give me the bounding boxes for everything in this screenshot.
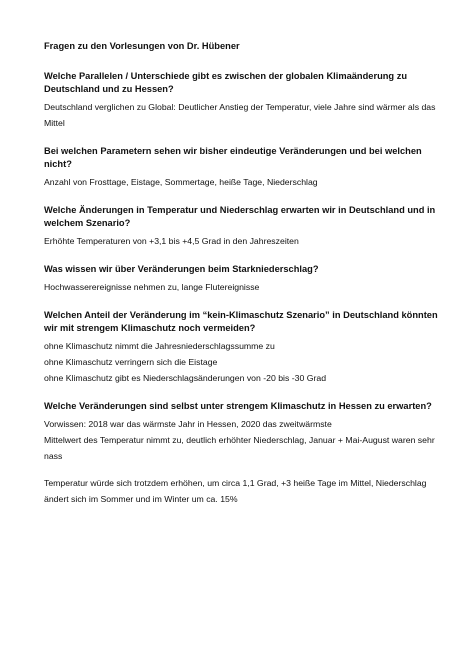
qa-section-2	[44, 145, 444, 190]
question-3: Welche Änderungen in Temperatur und Niederschlag erwarten wir in Deutschland und in welchem Szenario?	[44, 205, 436, 228]
answer-2-line-1: Anzahl von Frosttage, Eistage, Sommertage, heiße Tage, Niederschlag	[44, 177, 318, 187]
document-title: Fragen zu den Vorlesungen von Dr. Hübener	[44, 41, 240, 51]
answer-4-line-1: Hochwasserereignisse nehmen zu, lange Flutereignisse	[44, 282, 260, 292]
qa-section-4	[44, 263, 444, 295]
question-1: Welche Parallelen / Unterschiede gibt es zwischen der globalen Klimaänderung zu Deutschland und zu Hessen?	[44, 71, 408, 94]
document-content	[44, 40, 444, 521]
answer-3-line-1: Erhöhte Temperaturen von +3,1 bis +4,5 Grad in den Jahreszeiten	[44, 236, 299, 246]
answer-6-line-1: Vorwissen: 2018 war das wärmste Jahr in Hessen, 2020 das zweitwärmste	[44, 419, 332, 429]
answer-6-extra-paragraph: Temperatur würde sich trotzdem erhöhen, um circa 1,1 Grad, +3 heiße Tage im Mittel, Niederschlag ändert sich im Sommer und im Winter um ca. 15%	[44, 478, 427, 504]
answer-5-line-3: ohne Klimaschutz gibt es Niederschlagsänderungen von -20 bis -30 Grad	[44, 373, 327, 383]
answer-6-line-2: Mittelwert des Temperatur nimmt zu, deutlich erhöhter Niederschlag, Januar + Mai-August waren sehr nass	[44, 435, 435, 461]
answer-5-line-2: ohne Klimaschutz verringern sich die Eistage	[44, 357, 218, 367]
question-6: Welche Veränderungen sind selbst unter strengem Klimaschutz in Hessen zu erwarten?	[44, 401, 432, 411]
paragraph-spacer	[44, 464, 444, 475]
qa-section-1	[44, 70, 444, 131]
qa-section-3	[44, 204, 444, 249]
question-5: Welchen Anteil der Veränderung im “kein-Klimaschutz Szenario” in Deutschland könnten wir mit strengem Klimaschutz noch vermeiden?	[44, 310, 438, 333]
qa-section-6	[44, 400, 444, 507]
answer-1-line-1: Deutschland verglichen zu Global: Deutlicher Anstieg der Temperatur, viele Jahre sind wärmer als das Mittel	[44, 102, 436, 128]
question-4: Was wissen wir über Veränderungen beim Starkniederschlag?	[44, 264, 319, 274]
answer-5-line-1: ohne Klimaschutz nimmt die Jahresniederschlagssumme zu	[44, 341, 275, 351]
qa-section-5	[44, 309, 444, 386]
question-2: Bei welchen Parametern sehen wir bisher eindeutige Veränderungen und bei welchen nicht?	[44, 146, 422, 169]
